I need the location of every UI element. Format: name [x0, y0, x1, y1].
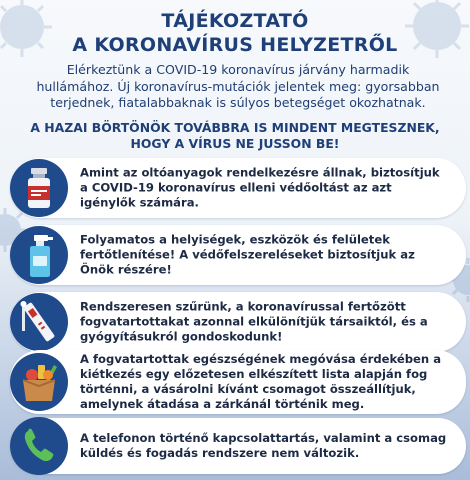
subheading-line-1: A HAZAI BÖRTÖNÖK TOVÁBBRA IS MINDENT MEGTESZNEK, — [30, 120, 440, 135]
test-kit-icon — [10, 293, 68, 351]
vaccine-vial-icon — [10, 159, 68, 217]
info-card-disinfection — [10, 225, 466, 285]
subheading — [16, 120, 454, 152]
title-line-1: TÁJÉKOZTATÓ — [161, 10, 309, 32]
phone-icon — [10, 417, 68, 475]
info-card-text: Folyamatos a helyiségek, eszközök és felületek fertőtlenítése! A védőfelszereléseket biztosítjuk az Önök részére! — [80, 232, 415, 277]
info-card-text: A fogvatartottak egészségének megóvása érdekében a kiétkezés egy előzetesen elkészített lista alapján fog történni, a vásárolni kívánt csomagot összeállítjuk, amelynek átadása a zárkánál történik meg. — [80, 352, 442, 411]
info-card-contact — [10, 418, 466, 474]
info-card-text: Rendszeresen szűrünk, a koronavírussal fertőzött fogvatartottakat azonnal elkülönítjük társaiktól, és a gyógyításukról gondoskodunk! — [80, 299, 428, 344]
info-card-screening — [10, 292, 466, 352]
title-line-2: A KORONAVÍRUS HELYZETRŐL — [72, 34, 398, 56]
subheading-line-2: HOGY A VÍRUS NE JUSSON BE! — [130, 136, 340, 151]
intro-paragraph: Elérkeztünk a COVID-19 koronavírus járvány harmadik hullámához. Új koronavírus-mutációk jelentek meg: gyorsabban terjednek, fiatalabbaknak is súlyos betegséget okozhatnak. — [36, 62, 440, 110]
info-card-text: Amint az oltóanyagok rendelkezésre állnak, biztosítjuk a COVID-19 koronavírus elleni védőoltást az azt igénylők számára. — [80, 165, 440, 210]
grocery-box-icon — [10, 353, 68, 411]
spray-bottle-icon — [10, 226, 68, 284]
info-card-vaccination — [10, 158, 466, 218]
info-card-text: A telefonon történő kapcsolattartás, valamint a csomag küldés és fogadás rendszere nem változik. — [80, 431, 447, 460]
page-title — [0, 9, 470, 57]
info-card-shopping — [10, 350, 466, 414]
